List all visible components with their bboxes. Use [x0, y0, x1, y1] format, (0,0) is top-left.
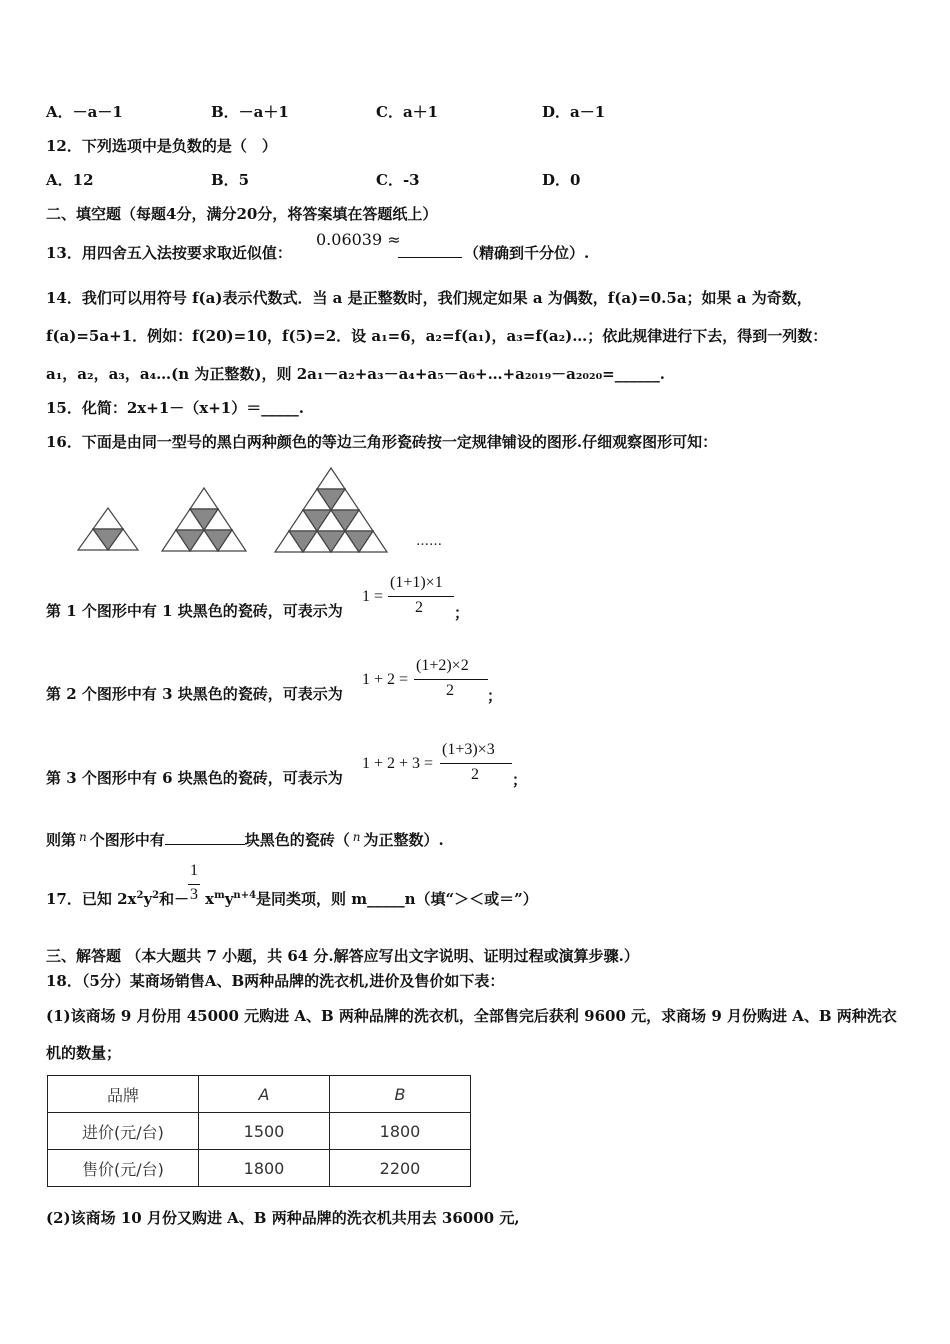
section2-header: 二、填空题（每题4分，满分20分，将答案填在答题纸上） — [46, 205, 438, 223]
q16-fig1-semicolon: ； — [454, 604, 470, 622]
table-row — [48, 1113, 471, 1150]
q16-fig1-lhs: 1 = — [362, 588, 384, 605]
figure-1 — [78, 508, 138, 550]
table-cell: 进价(元/台) — [48, 1113, 199, 1150]
q16-fig3-lhs: 1 + 2 + 3 = — [362, 755, 434, 772]
figure-2 — [162, 488, 246, 551]
q16-fig2-semicolon: ； — [487, 687, 503, 705]
q16-stem: 16．下面是由同一型号的黑白两种颜色的等边三角形瓷砖按一定规律铺设的图形.仔细观察图形可知： — [46, 433, 718, 451]
q14-line1: 14．我们可以用符号 f(a)表示代数式．当 a 是正整数时，我们规定如果 a 为偶数，f(a)=0.5a；如果 a 为奇数， — [46, 289, 812, 307]
figure-ellipsis: …… — [416, 534, 442, 549]
table-header-row — [48, 1076, 471, 1113]
table-cell: 1800 — [330, 1113, 471, 1150]
q13-expression: 0.06039 ≈ — [316, 230, 401, 249]
q14-line2: f(a)=5a+1．例如：f(20)=10，f(5)=2．设 a₁=6，a₂=f(a₁)，a₃=f(a₂)…；依此规律进行下去，得到一列数： — [46, 327, 828, 345]
q16-conclusion: 则第 $^n$ 个图形中有 块黑色的瓷砖（ $^n$ 为正整数）. — [46, 830, 444, 849]
q18-part1-line2: 机的数量； — [46, 1044, 122, 1062]
q12-option-d: D．0 — [542, 171, 581, 189]
q11-option-a: A．－a－1 — [46, 103, 123, 121]
q16-fig3-semicolon: ； — [512, 771, 528, 789]
q16-fig2-lhs: 1 + 2 = — [362, 671, 409, 688]
q13-suffix: （精确到千分位）. — [464, 244, 590, 262]
table-header-cell: B — [330, 1076, 471, 1113]
q15-text: 15．化简：2x+1－（x+1）＝_____. — [46, 399, 304, 417]
triangle-tiling-figures — [70, 460, 470, 560]
q16-fig2-text: 第 2 个图形中有 3 块黑色的瓷砖，可表示为 — [46, 685, 343, 703]
q12-option-a: A．12 — [46, 171, 94, 189]
q13-answer-blank — [398, 243, 462, 263]
table-row — [48, 1150, 471, 1187]
price-table — [47, 1075, 471, 1187]
q16-fig3-denominator: 2 — [471, 766, 479, 783]
q11-option-b: B．－a＋1 — [211, 103, 289, 121]
q16-fig2-denominator: 2 — [446, 682, 454, 699]
q16-fig1-text: 第 1 个图形中有 1 块黑色的瓷砖，可表示为 — [46, 602, 343, 620]
q16-fig3-text: 第 3 个图形中有 6 块黑色的瓷砖，可表示为 — [46, 769, 343, 787]
q11-option-c: C．a＋1 — [376, 103, 439, 121]
section3-header: 三、解答题 （本大题共 7 小题，共 64 分.解答应写出文字说明、证明过程或演算步骤.） — [46, 947, 639, 965]
q12-option-c: C．-3 — [376, 171, 420, 189]
table-cell: 1500 — [199, 1113, 330, 1150]
q16-fig1-denominator: 2 — [415, 599, 423, 616]
table-cell: 2200 — [330, 1150, 471, 1187]
q18-stem: 18．（5分）某商场销售A、B两种品牌的洗衣机,进价及售价如下表： — [46, 972, 505, 990]
figure-3 — [275, 468, 387, 552]
q16-fig1-numerator: (1+1)×1 — [390, 574, 443, 591]
q18-part1-line1: (1)该商场 9 月份用 45000 元购进 A、B 两种品牌的洗衣机，全部售完后获利 9600 元，求商场 9 月份购进 A、B 两种洗衣 — [46, 1007, 897, 1025]
table-header-cell: A — [199, 1076, 330, 1113]
table-cell: 售价(元/台) — [48, 1150, 199, 1187]
q18-part2: (2)该商场 10 月份又购进 A、B 两种品牌的洗衣机共用去 36000 元, — [46, 1209, 520, 1227]
q16-fig3-numerator: (1+3)×3 — [442, 741, 495, 758]
q14-line3: a₁，a₂，a₃，a₄…(n 为正整数)，则 2a₁－a₂+a₃－a₄+a₅－a₆+…+a₂₀₁₉－a₂₀₂₀=______. — [46, 365, 665, 383]
q11-option-d: D．a－1 — [542, 103, 606, 121]
q13-prefix: 13．用四舍五入法按要求取近似值： — [46, 244, 292, 262]
table-cell: 1800 — [199, 1150, 330, 1187]
q16-fig2-numerator: (1+2)×2 — [416, 657, 469, 674]
q12-stem: 12．下列选项中是负数的是（ ） — [46, 137, 277, 155]
q17-text: 17．已知 $2x^2y^2$和－ $x^my^{n+4}$是同类项，则 m_____n（填“＞＜或＝”） — [46, 890, 538, 908]
q12-option-b: B．5 — [211, 171, 250, 189]
table-header-cell: 品牌 — [48, 1076, 199, 1113]
